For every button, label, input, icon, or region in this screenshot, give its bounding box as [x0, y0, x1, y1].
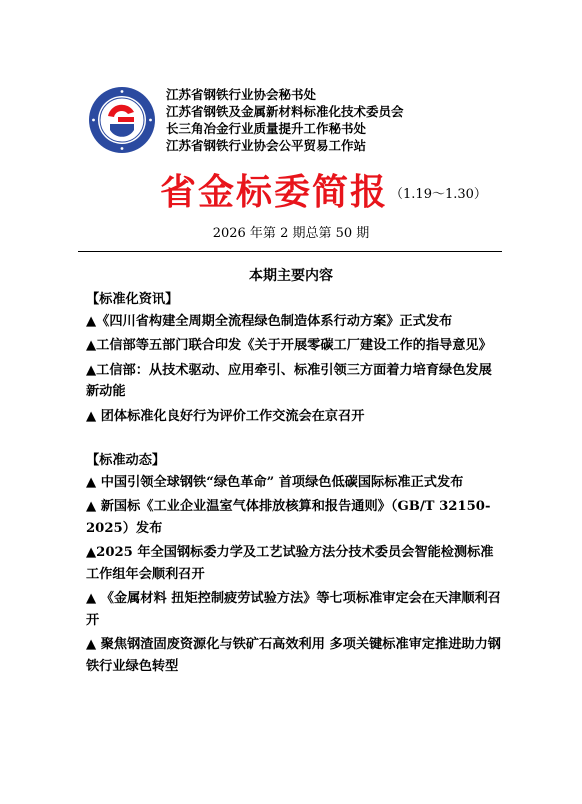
- organization-name: 长三角冶金行业质量提升工作秘书处: [166, 121, 367, 136]
- toc-title: 本期主要内容: [249, 268, 333, 284]
- section-header: 【标准动态】: [86, 453, 166, 468]
- toc-item[interactable]: ▲ 聚焦钢渣固废资源化与铁矿石高效利用 多项关键标准审定推进助力钢铁行业绿色转型: [86, 637, 501, 674]
- toc-item[interactable]: ▲工信部等五部门联合印发《关于开展零碳工厂建设工作的指导意见》: [86, 338, 492, 353]
- issue-number: 2026 年第 2 期总第 50 期: [212, 226, 370, 241]
- date-range: （1.19～1.30）: [390, 187, 487, 202]
- toc-item[interactable]: ▲ 《金属材料 扭矩控制疲劳试验方法》等七项标准审定会在天津顺利召开: [86, 591, 501, 628]
- association-seal-icon: [88, 86, 156, 154]
- toc-item[interactable]: ▲2025 年全国钢标委力学及工艺试验方法分技术委员会智能检测标准工作组年会顺利召开: [86, 545, 494, 582]
- section-gap: [86, 430, 502, 450]
- toc-item[interactable]: ▲ 团体标准化良好行为评价工作交流会在京召开: [86, 408, 365, 424]
- section-header: 【标准化资讯】: [86, 292, 179, 307]
- toc-item[interactable]: ▲工信部：从技术驱动、应用牵引、标准引领三方面着力培育绿色发展新动能: [86, 362, 492, 399]
- bulletin-title: 省金标委简报: [160, 172, 389, 213]
- header-divider: [78, 251, 502, 252]
- organization-name: 江苏省钢铁行业协会秘书处: [166, 87, 317, 102]
- masthead: [160, 164, 487, 215]
- toc-item[interactable]: ▲ 新国标《工业企业温室气体排放核算和报告通则》（GB/T 32150-2025）发布: [86, 499, 491, 536]
- table-of-contents: [86, 289, 502, 680]
- toc-item[interactable]: ▲《四川省构建全周期全流程绿色制造体系行动方案》正式发布: [86, 313, 453, 329]
- organization-name: 江苏省钢铁行业协会公平贸易工作站: [166, 138, 367, 153]
- toc-item[interactable]: ▲ 中国引领全球钢铁“绿色革命” 首项绿色低碳国际标准正式发布: [86, 474, 464, 490]
- organization-name: 江苏省钢铁及金属新材料标准化技术委员会: [166, 104, 404, 119]
- organization-list: [166, 86, 404, 154]
